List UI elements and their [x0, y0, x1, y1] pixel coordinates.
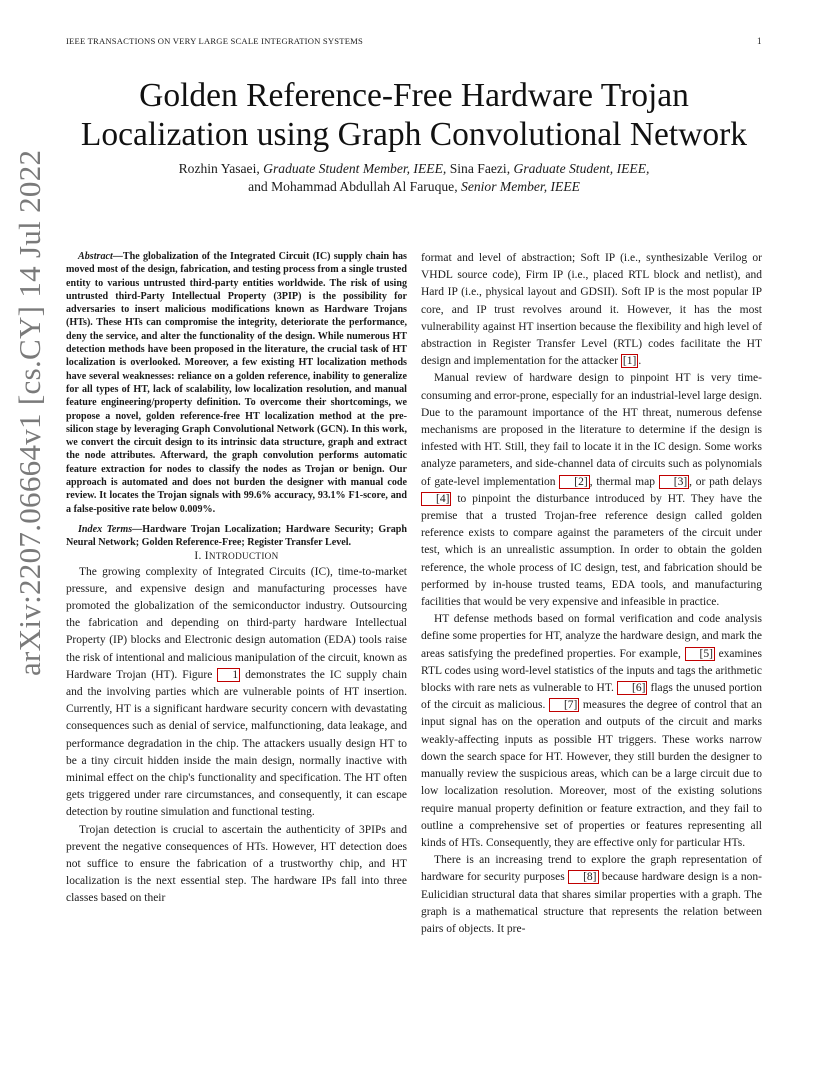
- paragraph: Trojan detection is crucial to ascertain the authenticity of 3PIPs and prevent the negative consequences of HTs. However, HT detection does not suffice to ensure the fabrication of a trustworthy chip, and HT localization is the next essential step. The hardware IPs fall into three classes based on their: [66, 823, 407, 905]
- section-heading: [66, 550, 407, 562]
- citation-link[interactable]: [7]: [549, 698, 579, 712]
- abstract-lead: Abstract: [78, 251, 113, 262]
- paragraph-text: , or path delays: [689, 475, 762, 488]
- paragraph-text: .: [638, 355, 642, 368]
- left-column: [66, 250, 407, 908]
- paragraph: [421, 611, 762, 852]
- page-number: 1: [757, 36, 762, 46]
- citation-link[interactable]: [6]: [617, 681, 647, 695]
- paragraph-text: because hardware design is a non-Eulicidian structural data that shares similar properties with a graph. The graph is a mathematical structure that represents the relation between pairs of objects. It pre-: [421, 871, 762, 935]
- paragraph-text: HT defense methods based on formal verification and code analysis define some properties for HT, analyze the hardware design, and mark the areas satisfying the predefined properties. For example,: [421, 613, 762, 660]
- citation-link[interactable]: [2]: [559, 475, 589, 489]
- paragraph: [66, 564, 407, 822]
- paragraph-text: Manual review of hardware design to pinpoint HT is very time-consuming and error-prone, especially for an industrial-level large design. Due to the paramount importance of the HT threat, numerous defense mechanisms are proposed in the literature to determine if the design is infested with HT. Still, they fail to locate it in the IC design. Some works analyze parameters, and side-channel data of circuits such as polynomials of gate-level implementation: [421, 372, 762, 488]
- index-terms: [66, 523, 407, 550]
- paragraph: [421, 370, 762, 611]
- title-line-1: Golden Reference-Free Hardware Trojan: [139, 77, 689, 114]
- citation-link[interactable]: [5]: [685, 647, 715, 661]
- paragraph-text: format and level of abstraction; Soft IP (i.e., synthesizable Verilog or VHDL source code), Firm IP (i.e., placed RTL block and netlist), and Hard IP (i.e., physical layout and GDSII). Soft IP is the most popular IP core, and IP trust revolves around it. However, it has the most vulnerability against HT insertion because the flexibility and high level of abstraction in Register Transfer Level (RTL) codes facilitate the HT design and implementation for the attacker: [421, 252, 762, 368]
- author-affiliation: Graduate Student Member, IEEE,: [263, 161, 447, 176]
- citation-link[interactable]: [8]: [568, 870, 598, 884]
- citation-link[interactable]: [1]: [622, 355, 637, 368]
- paragraph: [421, 852, 762, 938]
- index-terms-text: —Hardware Trojan Localization; Hardware Security; Graph Neural Network; Golden Reference-Free; Register Transfer Level.: [66, 523, 407, 549]
- running-head: IEEE TRANSACTIONS ON VERY LARGE SCALE INTEGRATION SYSTEMS: [66, 36, 363, 46]
- paragraph-text: flags the unused portion of the circuit as malicious.: [421, 682, 762, 712]
- section-heading-number: I. I: [194, 549, 209, 562]
- author-list: [110, 160, 718, 196]
- paragraph-text: The growing complexity of Integrated Circuits (IC), time-to-market pressure, and expensive design and manufacturing processes have promoted the globalization of the semiconductor industry. Outsourcing the fabrication and depending on third-party hardware Intellectual Property (IP) blocks and Electronic design automation (EDA) tools raise the risk of intentional and malicious manipulation of the circuit, known as Hardware Trojan (HT). Figure: [66, 565, 407, 681]
- author-name: and Mohammad Abdullah Al Faruque,: [248, 179, 458, 194]
- paragraph-text: , thermal map: [589, 475, 659, 488]
- paragraph-text: measures the degree of control that an input signal has on the operation and outputs of the circuit and marks weakly-affecting inputs as possible HT triggers. These works narrow down the search space for HT. However, they still burden the designer to manually review the suspicious areas, which can be a large circuit due to low localization resolution. Moreover, most of the existing solutions require manual property definition or feature extraction, and they fail to outline a comprehensive set of properties or features representing all kinds of HTs. Consequently, they are effective only for particular HTs.: [421, 699, 762, 849]
- author-affiliation: Graduate Student, IEEE,: [513, 161, 650, 176]
- paragraph-text: demonstrates the IC supply chain and the involving parties which are vulnerable points of HT insertion. Currently, HT is a significant hardware security concern with devastating consequences such as denial of service, malfunctioning, data leakage, and performance degradation in the chip. The attackers usually design HT to be a tiny circuit hidden inside the main design, normally inactive with minimal effect on the chip's functionality and specification. The HT often gets triggered under rare circumstances, and consequently, it can escape detection by routine simulation and functional testing.: [66, 668, 407, 819]
- abstract-text: —The globalization of the Integrated Circuit (IC) supply chain has moved most of the design, fabrication, and testing process from a single trusted entity to various untrusted third-party entities worldwide. The risk of using untrusted third-Party Intellectual Property (3PIP) is the possibility for adversaries to insert malicious modifications known as Hardware Trojans (HTs). These HTs can compromise the integrity, deteriorate the performance, deny the service, and alter the functionality of the design. While numerous HT detection methods have been proposed in the literature, the crucial task of HT localization is overlooked. Moreover, a few existing HT localization methods have several weaknesses: reliance on a golden reference, inability to generalize for all types of HT, lack of scalability, low localization resolution, and manual feature engineering/property definition. To overcome their shortcomings, we propose a novel, golden reference-free HT localization method at the pre-silicon stage by leveraging Graph Convolutional Network (GCN). In this work, we convert the circuit design to its intrinsic data structure, graph and extract the node attributes. Afterward, the graph convolution performs automatic feature extraction for nodes to classify the nodes as Trojan or benign. Our approach is automated and does not burden the designer with manual code review. It locates the Trojan signals with 99.6% accuracy, 93.1% F1-score, and a false-positive rate below 0.009%.: [66, 251, 407, 515]
- title-line-2: Localization using Graph Convolutional Network: [80, 116, 748, 153]
- paragraph-text: There is an increasing trend to explore the graph representation of hardware for security purposes: [421, 854, 762, 884]
- paragraph: [421, 250, 762, 370]
- author-name: Sina Faezi,: [449, 161, 511, 176]
- author-name: Rozhin Yasaei,: [178, 161, 260, 176]
- abstract: [66, 250, 407, 516]
- arxiv-identifier-stamp: arXiv:2207.06664v1 [cs.CY] 14 Jul 2022: [12, 149, 47, 676]
- paper-title: [60, 76, 768, 154]
- figure-link[interactable]: 1: [217, 668, 240, 682]
- paragraph-text: to pinpoint the disturbance introduced by HT. They have the premise that a trusted Trojan-free reference design called golden reference exists to compare against the parameters of the circuit under test, which is an unrealistic assumption. In order to obtain the golden reference, the whole process of IC design, test, and fabrication should be performed by in-house trusted teams, EDA tools, and manufacturing facilities that would be very expensive and infeasible in practice.: [421, 492, 762, 609]
- paragraph-text: examines RTL codes using word-level statistics of the inputs and tags the arithmetic blocks with rare nets as vulnerable to HT.: [421, 647, 762, 695]
- index-terms-lead: Index Terms: [78, 523, 133, 535]
- author-affiliation: Senior Member, IEEE: [461, 179, 580, 194]
- right-column: [421, 250, 762, 938]
- section-heading-smallcaps: NTRODUCTION: [208, 550, 279, 561]
- citation-link[interactable]: [3]: [659, 475, 689, 489]
- citation-link[interactable]: [4]: [421, 492, 451, 506]
